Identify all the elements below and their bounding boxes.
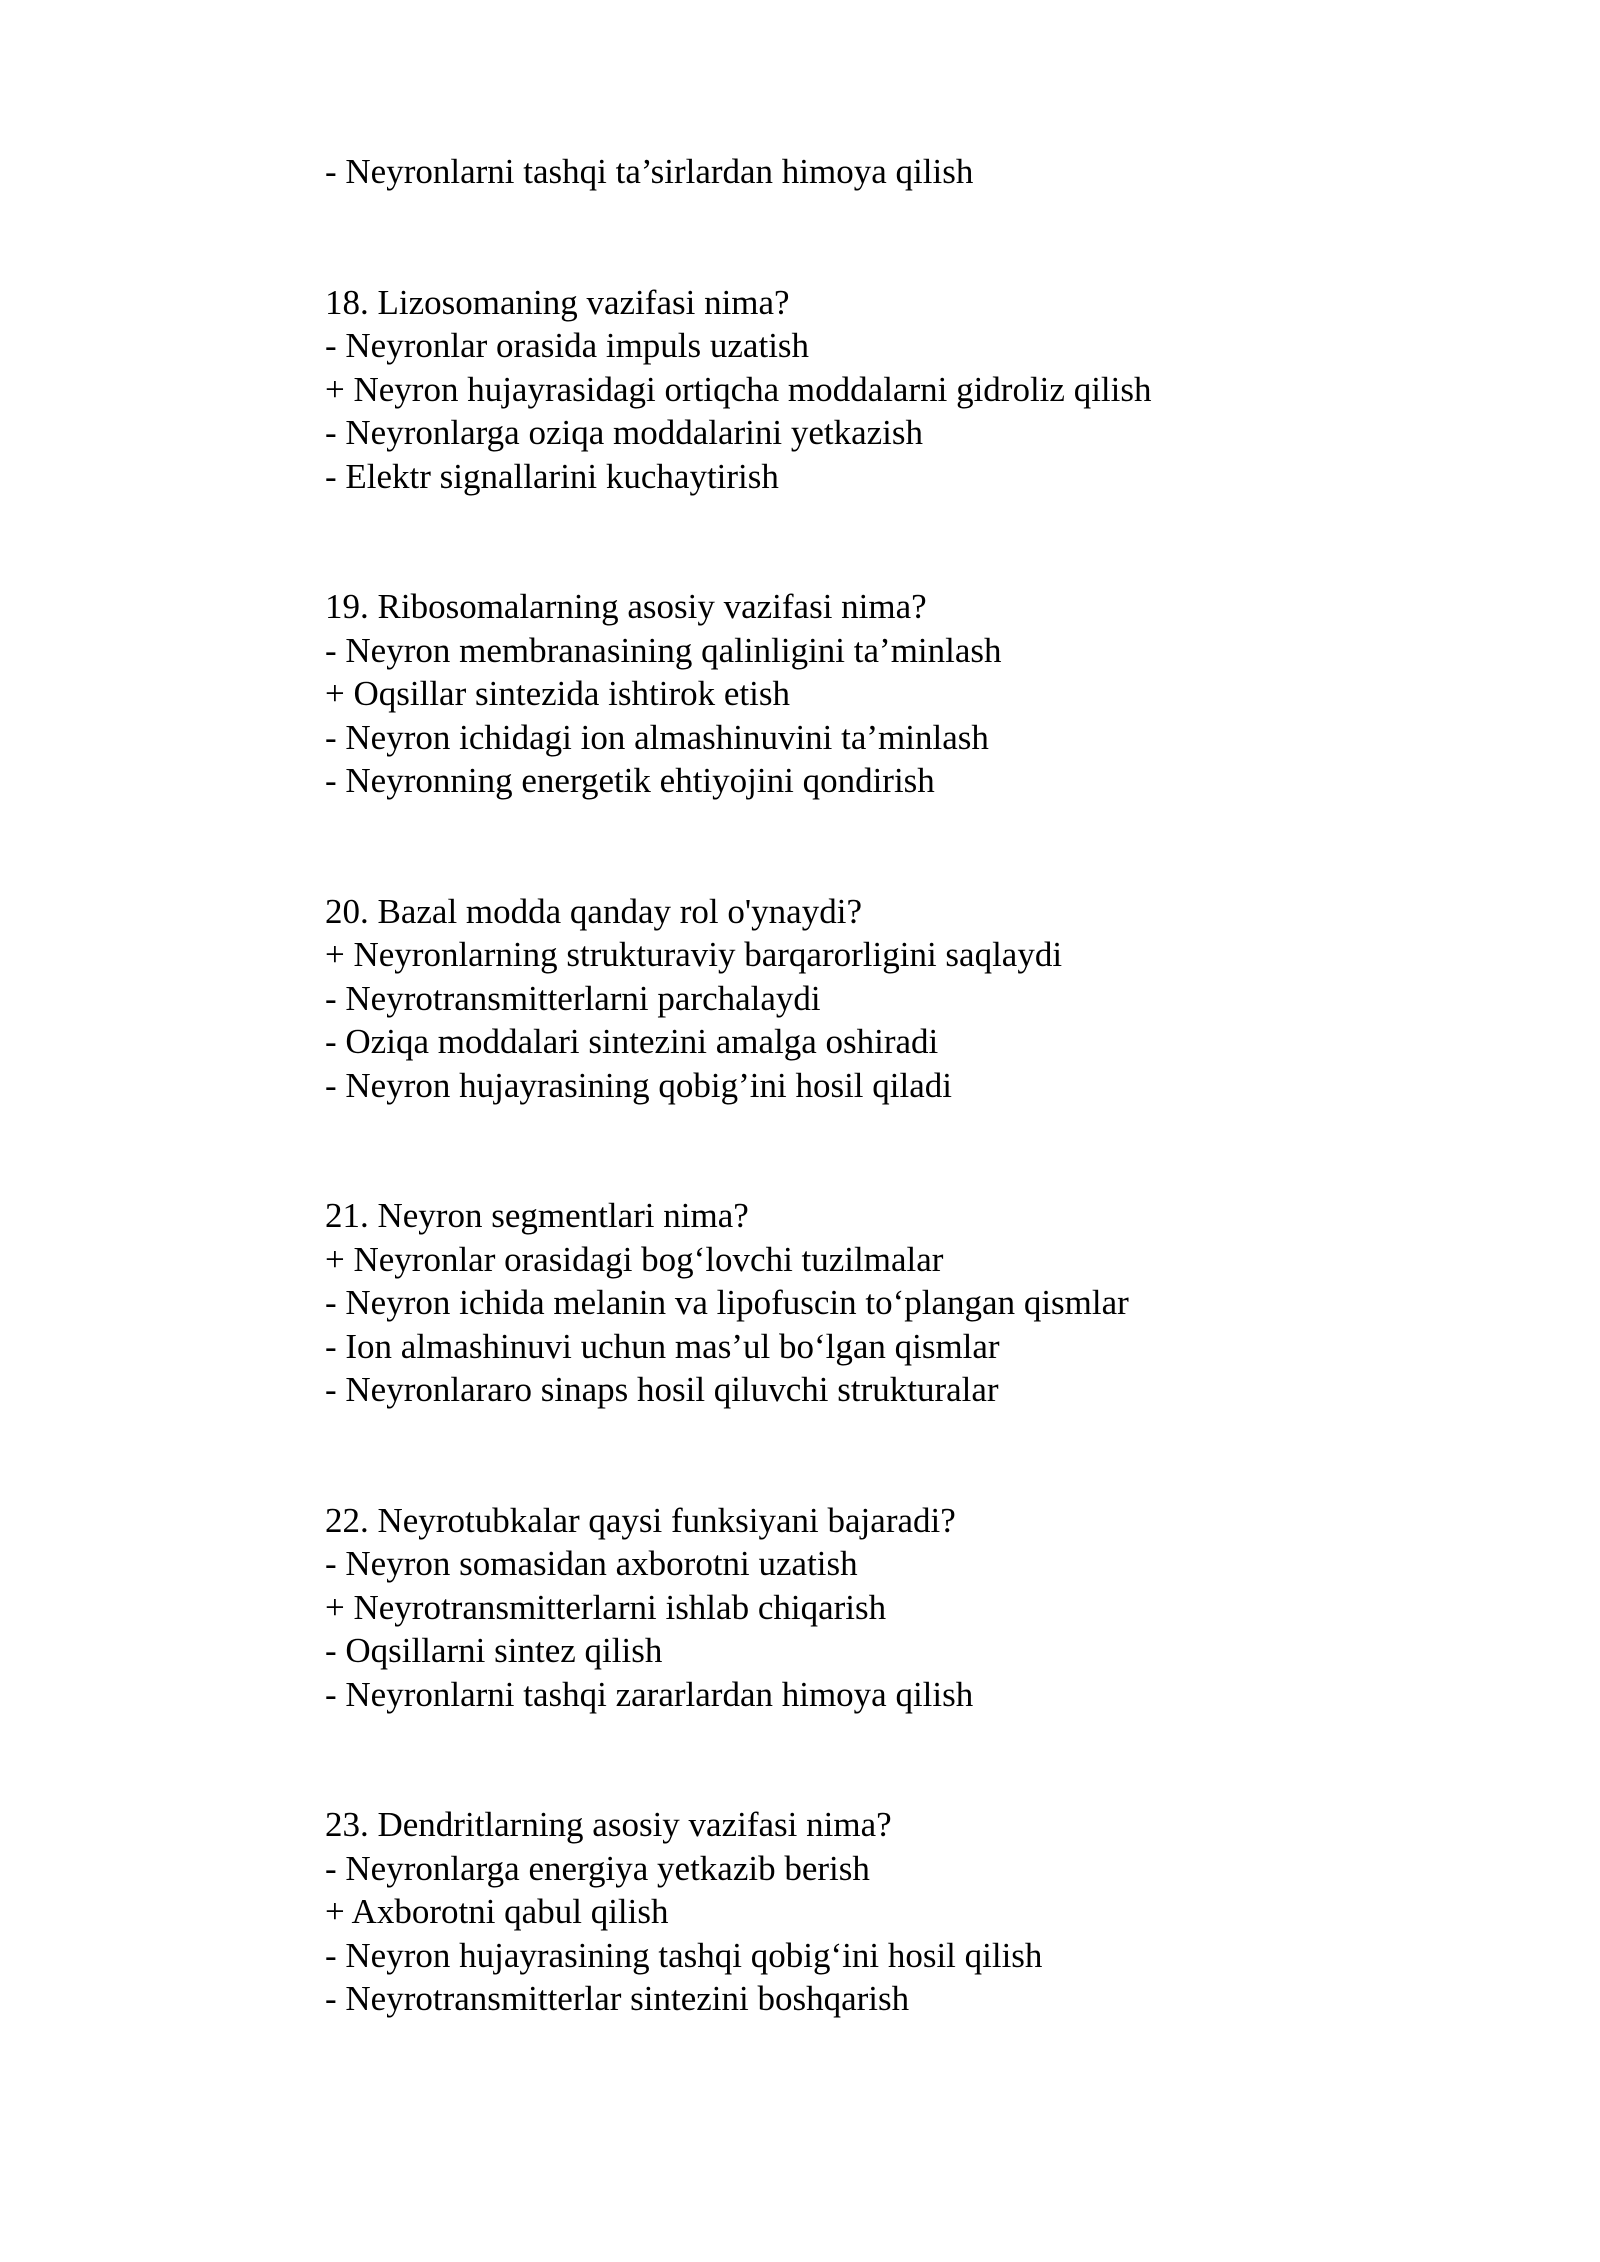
answer-option: - Neyrotransmitterlar sintezini boshqarish — [325, 1979, 910, 2018]
answer-option: - Neyron somasidan axborotni uzatish — [325, 1544, 858, 1583]
answer-option: - Neyronlarni tashqi zararlardan himoya qilish — [325, 1674, 974, 1714]
answer-option: - Neyronlararo sinaps hosil qiluvchi strukturalar — [325, 1370, 999, 1409]
question-block-23 — [325, 1803, 1475, 2021]
spacer — [325, 498, 1475, 585]
answer-option: - Neyron hujayrasining qobig’ini hosil qiladi — [325, 1065, 952, 1105]
spacer — [325, 194, 1475, 281]
question-title: 18. Lizosomaning vazifasi nima? — [325, 282, 790, 322]
answer-option: - Neyron hujayrasining tashqi qobig‘ini hosil qilish — [325, 1935, 1043, 1975]
answer-option: - Oziqa moddalari sintezini amalga oshiradi — [325, 1022, 939, 1061]
answer-option: - Neyronlar orasida impuls uzatish — [325, 326, 810, 365]
question-title: 20. Bazal modda qanday rol o'ynaydi? — [325, 891, 862, 931]
answer-option-correct: + Neyronlar orasidagi bog‘lovchi tuzilmalar — [325, 1239, 944, 1279]
document-page — [325, 150, 1475, 2021]
answer-option: - Elektr signallarini kuchaytirish — [325, 456, 779, 496]
answer-option: - Ion almashinuvi uchun mas’ul bo‘lgan qismlar — [325, 1326, 1000, 1366]
answer-option: - Neyrotransmitterlarni parchalaydi — [325, 978, 821, 1018]
intro-option-line: - Neyronlarni tashqi ta’sirlardan himoya qilish — [325, 152, 974, 191]
answer-option: - Neyron ichidagi ion almashinuvini ta’minlash — [325, 717, 989, 757]
spacer — [325, 1412, 1475, 1499]
question-block-21 — [325, 1194, 1475, 1412]
answer-option: - Neyron ichida melanin va lipofuscin to‘plangan qismlar — [325, 1283, 1129, 1322]
spacer — [325, 1716, 1475, 1803]
answer-option: - Neyronlarga energiya yetkazib berish — [325, 1848, 870, 1888]
question-title: 19. Ribosomalarning asosiy vazifasi nima? — [325, 587, 927, 626]
question-block-20 — [325, 890, 1475, 1108]
answer-option: - Neyron membranasining qalinligini ta’minlash — [325, 630, 1002, 670]
question-block-19 — [325, 585, 1475, 803]
question-block-22 — [325, 1499, 1475, 1717]
answer-option: - Neyronlarga oziqa moddalarini yetkazish — [325, 413, 924, 452]
question-block-18 — [325, 281, 1475, 499]
answer-option: - Oqsillarni sintez qilish — [325, 1631, 663, 1670]
answer-option-correct: + Neyronlarning strukturaviy barqarorligini saqlaydi — [325, 935, 1063, 974]
answer-option-correct: + Oqsillar sintezida ishtirok etish — [325, 674, 790, 713]
answer-option-correct: + Neyron hujayrasidagi ortiqcha moddalarni gidroliz qilish — [325, 369, 1152, 409]
answer-option-correct: + Neyrotransmitterlarni ishlab chiqarish — [325, 1587, 887, 1627]
answer-option: - Neyronning energetik ehtiyojini qondirish — [325, 761, 935, 800]
question-title: 23. Dendritlarning asosiy vazifasi nima? — [325, 1805, 892, 1844]
answer-option-correct: + Axborotni qabul qilish — [325, 1892, 669, 1931]
question-title: 22. Neyrotubkalar qaysi funksiyani bajaradi? — [325, 1500, 956, 1540]
spacer — [325, 803, 1475, 890]
spacer — [325, 1107, 1475, 1194]
question-title: 21. Neyron segmentlari nima? — [325, 1196, 749, 1235]
